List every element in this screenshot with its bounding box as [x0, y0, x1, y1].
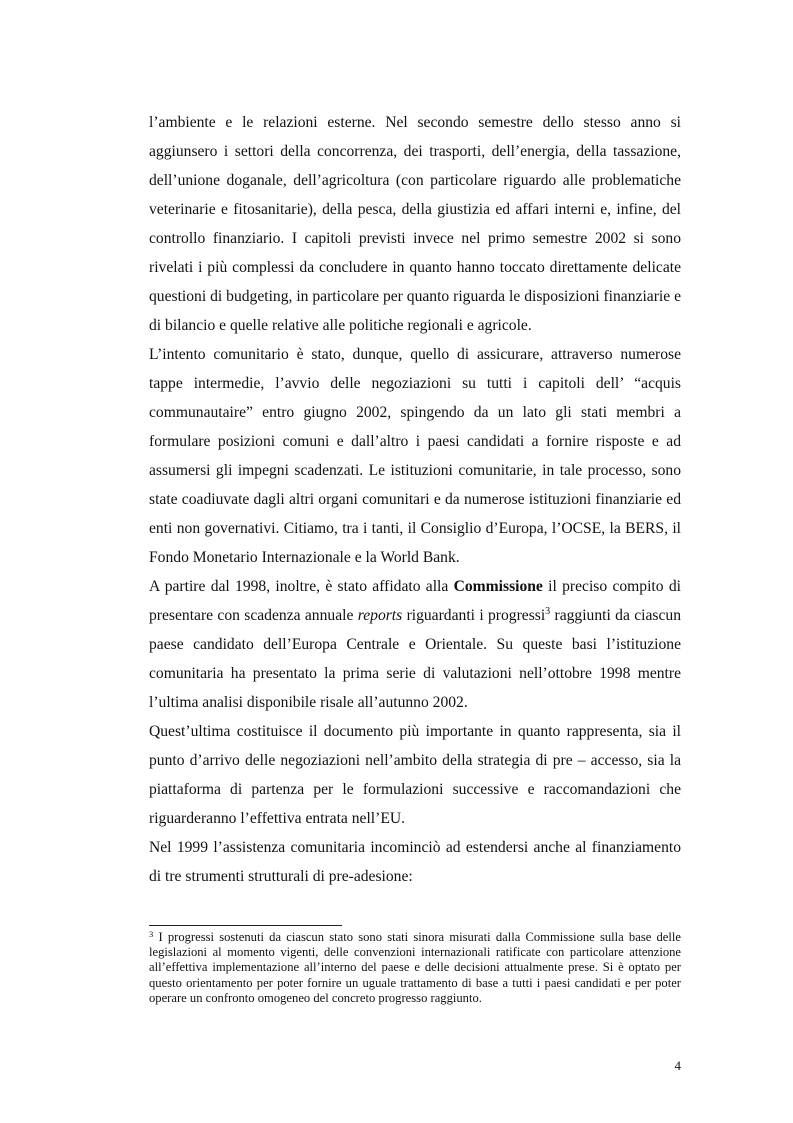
- footnote-reference[interactable]: 3: [545, 606, 551, 617]
- footnote-separator: [149, 925, 342, 926]
- page-number: 4: [674, 1058, 681, 1073]
- reports-italic: reports: [357, 607, 403, 624]
- footnote: [149, 930, 681, 1006]
- paragraph-1: l’ambiente e le relazioni esterne. Nel secondo semestre dello stesso anno si aggiunsero i settori della concorrenza, dei trasporti, dell’energia, della tassazione, dell’unione doganale, dell’agricoltura (con particolare riguardo alle problematiche veterinarie e fitosanitarie), della pesca, della giustizia ed affari interni e, infine, del controllo finanziario. I capitoli previsti invece nel primo semestre 2002 si sono rivelati i più complessi da concludere in quanto hanno toccato direttamente delicate questioni di budgeting, in particolare per quanto riguarda le disposizioni finanziarie e di bilancio e quelle relative alle politiche regionali e agricole.: [149, 114, 681, 334]
- paragraph-3-text-b: il preciso compito di presentare con scadenza annuale: [149, 578, 681, 624]
- footnote-text: I progressi sostenuti da ciascun stato sono stati sinora misurati dalla Commissione sulla base delle legislazioni al momento vigenti, delle convenzioni internazionali ratificate con particolare attenzione all’effettiva implementazione all’interno del paese e delle decisioni attualmente prese. Si è optato per questo orientamento per poter fornire un uguale trattamento di base a tutti i paesi candidati e per poter operare un confronto omogeneo del concreto progresso raggiunto.: [149, 930, 681, 1005]
- paragraph-4: Quest’ultima costituisce il documento più importante in quanto rappresenta, sia il punto d’arrivo delle negoziazioni nell’ambito della strategia di pre – accesso, sia la piattaforma di partenza per le formulazioni successive e raccomandazioni che riguarderanno l’effettiva entrata nell’EU.: [149, 723, 681, 827]
- paragraph-3-text-d: raggiunti da ciascun paese candidato dell’Europa Centrale e Orientale. Su queste basi l’istituzione comunitaria ha presentato la prima serie di valutazioni nell’ottobre 1998 mentre l’ultima analisi disponibile risale all’autunno 2002.: [149, 607, 681, 711]
- footnote-number: 3: [149, 929, 154, 939]
- paragraph-5: Nel 1999 l’assistenza comunitaria incominciò ad estendersi anche al finanziamento di tre strumenti strutturali di pre-adesione:: [149, 839, 681, 885]
- paragraph-2: L’intento comunitario è stato, dunque, quello di assicurare, attraverso numerose tappe intermedie, l’avvio delle negoziazioni su tutti i capitoli dell’ “acquis communautaire” entro giugno 2002, spingendo da un lato gli stati membri a formulare posizioni comuni e dall’altro i paesi candidati a fornire risposte e ad assumersi gli impegni scadenzati. Le istituzioni comunitarie, in tale processo, sono state coadiuvate dagli altri organi comunitari e da numerose istituzioni finanziarie ed enti non governativi. Citiamo, tra i tanti, il Consiglio d’Europa, l’OCSE, la BERS, il Fondo Monetario Internazionale e la World Bank.: [149, 346, 681, 566]
- commissione-bold: Commissione: [453, 578, 543, 595]
- paragraph-3-text-c: riguardanti i progressi: [402, 607, 546, 624]
- paragraph-3-text-a: A partire dal 1998, inoltre, è stato affidato alla: [149, 578, 454, 595]
- body-text: [149, 108, 681, 891]
- paragraph-3: [149, 572, 681, 717]
